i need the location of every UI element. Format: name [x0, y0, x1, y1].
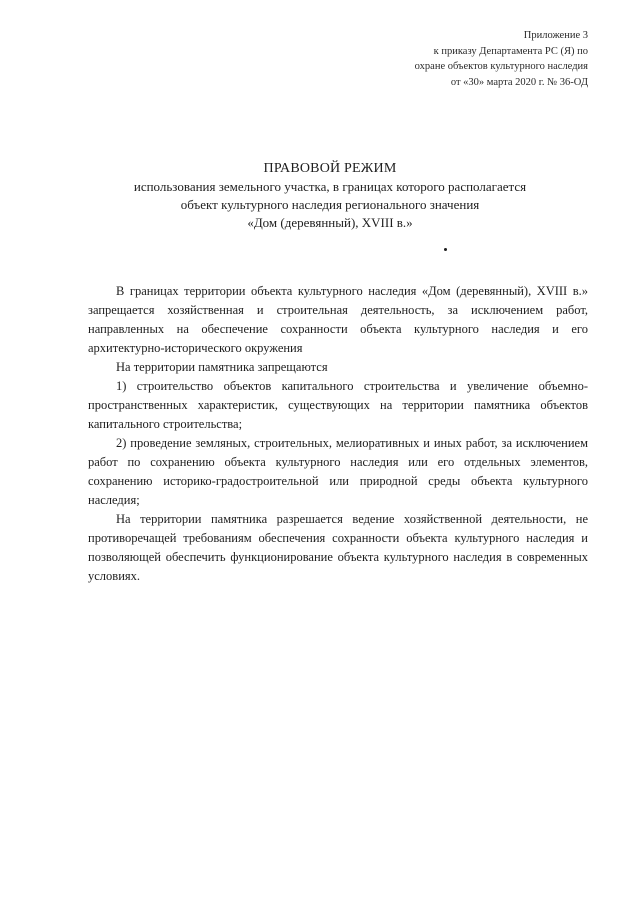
subtitle-line-2: объект культурного наследия регионального значения: [180, 197, 480, 212]
paragraph-prohibited-intro: На территории памятника запрещаются: [116, 360, 328, 374]
appendix-header: [328, 28, 588, 90]
paragraph-item-2: 2) проведение земляных, строительных, мелиоративных и иных работ, за исключением работ по сохранению объекта культурного наследия или его отдельных элементов, сохранению историко-градостроительной или природной среды объекта культурного наследия;: [88, 436, 588, 507]
department-name: охране объектов культурного наследия: [414, 61, 588, 72]
order-date-number: от «30» марта 2020 г. № 36-ОД: [450, 76, 588, 88]
document-body: [88, 282, 588, 586]
document-title: ПРАВОВОЙ РЕЖИМ: [263, 161, 397, 176]
paragraph-item-1: 1) строительство объектов капитального строительства и увеличение объемно-пространственных характеристик, существующих на территории памятника объектов капитального строительства;: [88, 379, 588, 431]
paragraph-prohibition-general: В границах территории объекта культурного наследия «Дом (деревянный), XVIII в.» запрещается хозяйственная и строительная деятельность, за исключением работ, направленных на обеспечение сохранности объекта культурного наследия и его архитектурно-исторического окружения: [88, 284, 588, 355]
scan-dot-mark: [444, 248, 447, 251]
appendix-number: Приложение 3: [523, 30, 588, 41]
order-reference: к приказу Департамента РС (Я) по: [433, 45, 588, 57]
subtitle-line-3: «Дом (деревянный), XVIII в.»: [247, 215, 413, 230]
paragraph-permitted: На территории памятника разрешается ведение хозяйственной деятельности, не противоречащей требованиям обеспечения сохранности объекта культурного наследия и позволяющей обеспечить функционирование объекта культурного наследия в современных условиях.: [88, 512, 588, 583]
subtitle-line-1: использования земельного участка, в границах которого располагается: [133, 179, 527, 194]
title-block: [0, 160, 640, 232]
